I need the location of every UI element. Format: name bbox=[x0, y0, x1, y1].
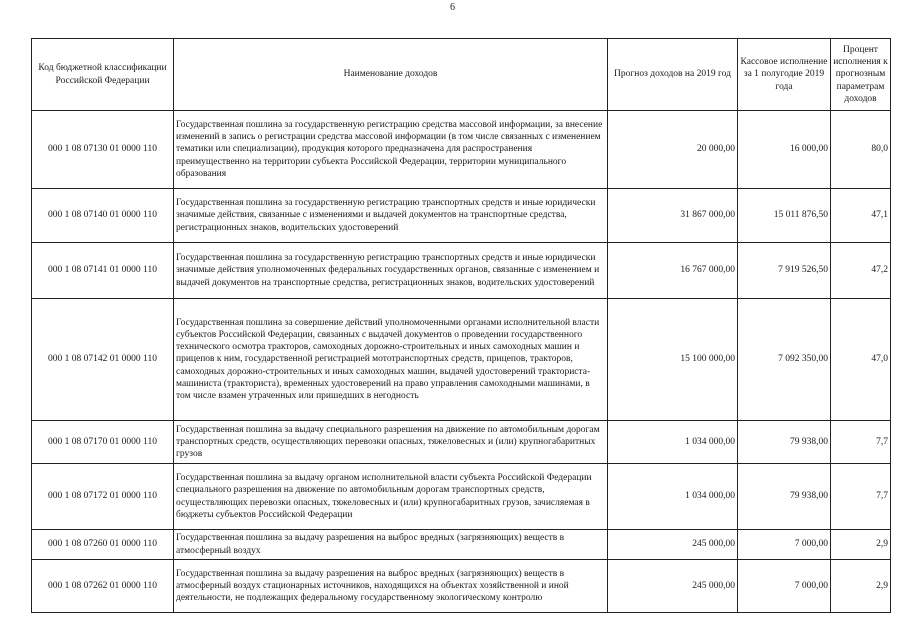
table-header-row bbox=[32, 39, 891, 111]
row-executed: 16 000,00 bbox=[738, 111, 831, 189]
row-name: Государственная пошлина за выдачу разрешения на выброс вредных (загрязняющих) веществ в атмосферный воздух bbox=[174, 530, 608, 560]
row-name: Государственная пошлина за выдачу специального разрешения на движение по автомобильным дорогам транспортных средств, осуществляющих перевозки опасных, тяжеловесных и (или) крупногабаритных грузов bbox=[174, 421, 608, 464]
row-executed: 79 938,00 bbox=[738, 421, 831, 464]
page-number: 6 bbox=[450, 2, 455, 13]
row-code: 000 1 08 07140 01 0000 110 bbox=[32, 189, 174, 243]
row-name: Государственная пошлина за государственную регистрацию транспортных средств и иные юридически значимые действия уполномоченных федеральных государственных органов, связанные с изменением и выдачей документов на транспортные средства, регистрационных знаков, водительских удостоверений bbox=[174, 243, 608, 299]
revenue-table bbox=[31, 38, 891, 613]
header-percent: Процент исполнения к прогнозным параметрам доходов bbox=[831, 39, 891, 111]
row-forecast: 16 767 000,00 bbox=[608, 243, 738, 299]
row-forecast: 245 000,00 bbox=[608, 560, 738, 613]
row-percent: 80,0 bbox=[831, 111, 891, 189]
row-percent: 47,1 bbox=[831, 189, 891, 243]
row-executed: 15 011 876,50 bbox=[738, 189, 831, 243]
table-row bbox=[32, 560, 891, 613]
header-code: Код бюджетной классификации Российской Федерации bbox=[32, 39, 174, 111]
row-percent: 7,7 bbox=[831, 421, 891, 464]
row-executed: 79 938,00 bbox=[738, 464, 831, 530]
row-name: Государственная пошлина за государственную регистрацию средства массовой информации, за внесение изменений в запись о регистрации средства массовой информации (в том числе связанных с изменением тематики или специализации), продукция которого предназначена для распространения преимущественно на территории субъекта Российской Федерации, территории муниципального образования bbox=[174, 111, 608, 189]
row-name: Государственная пошлина за выдачу органом исполнительной власти субъекта Российской Федерации специального разрешения на движение по автомобильным дорогам транспортных средств, осуществляющих перевозки опасных, тяжеловесных и (или) крупногабаритных грузов, зачисляемая в бюджеты субъектов Российской Федерации bbox=[174, 464, 608, 530]
row-name: Государственная пошлина за выдачу разрешения на выброс вредных (загрязняющих) веществ в атмосферный воздух стационарных источников, находящихся на объектах хозяйственной и иной деятельности, не подлежащих федеральному государственному экологическому контролю bbox=[174, 560, 608, 613]
row-percent: 7,7 bbox=[831, 464, 891, 530]
table-row bbox=[32, 530, 891, 560]
row-executed: 7 919 526,50 bbox=[738, 243, 831, 299]
table-row bbox=[32, 243, 891, 299]
row-executed: 7 000,00 bbox=[738, 530, 831, 560]
row-forecast: 1 034 000,00 bbox=[608, 464, 738, 530]
row-executed: 7 092 350,00 bbox=[738, 299, 831, 421]
row-code: 000 1 08 07142 01 0000 110 bbox=[32, 299, 174, 421]
row-code: 000 1 08 07172 01 0000 110 bbox=[32, 464, 174, 530]
table-row bbox=[32, 421, 891, 464]
row-forecast: 1 034 000,00 bbox=[608, 421, 738, 464]
row-name: Государственная пошлина за совершение действий уполномоченными органами исполнительной власти субъектов Российской Федерации, связанных с выдачей документов о проведении государственного технического осмотра тракторов, самоходных дорожно-строительных и иных самоходных машин и прицепов к ним, государственной регистрацией мототранспортных средств, прицепов, тракторов, самоходных дорожно-строительных и иных самоходных машин, выдачей удостоверений тракториста-машиниста (тракториста), временных удостоверений на право управления самоходными машинами, в том числе взамен утраченных или пришедших в негодность bbox=[174, 299, 608, 421]
row-percent: 47,0 bbox=[831, 299, 891, 421]
row-code: 000 1 08 07130 01 0000 110 bbox=[32, 111, 174, 189]
row-code: 000 1 08 07170 01 0000 110 bbox=[32, 421, 174, 464]
row-forecast: 15 100 000,00 bbox=[608, 299, 738, 421]
table-row bbox=[32, 464, 891, 530]
row-percent: 2,9 bbox=[831, 560, 891, 613]
table-row bbox=[32, 299, 891, 421]
row-code: 000 1 08 07262 01 0000 110 bbox=[32, 560, 174, 613]
header-executed: Кассовое исполнение за 1 полугодие 2019 года bbox=[738, 39, 831, 111]
header-forecast: Прогноз доходов на 2019 год bbox=[608, 39, 738, 111]
row-forecast: 245 000,00 bbox=[608, 530, 738, 560]
table-row bbox=[32, 111, 891, 189]
table-row bbox=[32, 189, 891, 243]
row-code: 000 1 08 07260 01 0000 110 bbox=[32, 530, 174, 560]
row-forecast: 20 000,00 bbox=[608, 111, 738, 189]
row-percent: 47,2 bbox=[831, 243, 891, 299]
header-name: Наименование доходов bbox=[174, 39, 608, 111]
row-percent: 2,9 bbox=[831, 530, 891, 560]
row-code: 000 1 08 07141 01 0000 110 bbox=[32, 243, 174, 299]
row-executed: 7 000,00 bbox=[738, 560, 831, 613]
row-forecast: 31 867 000,00 bbox=[608, 189, 738, 243]
row-name: Государственная пошлина за государственную регистрацию транспортных средств и иные юридически значимые действия, связанные с изменениями и выдачей документов на транспортные средства, регистрационных знаков, водительских удостоверений bbox=[174, 189, 608, 243]
